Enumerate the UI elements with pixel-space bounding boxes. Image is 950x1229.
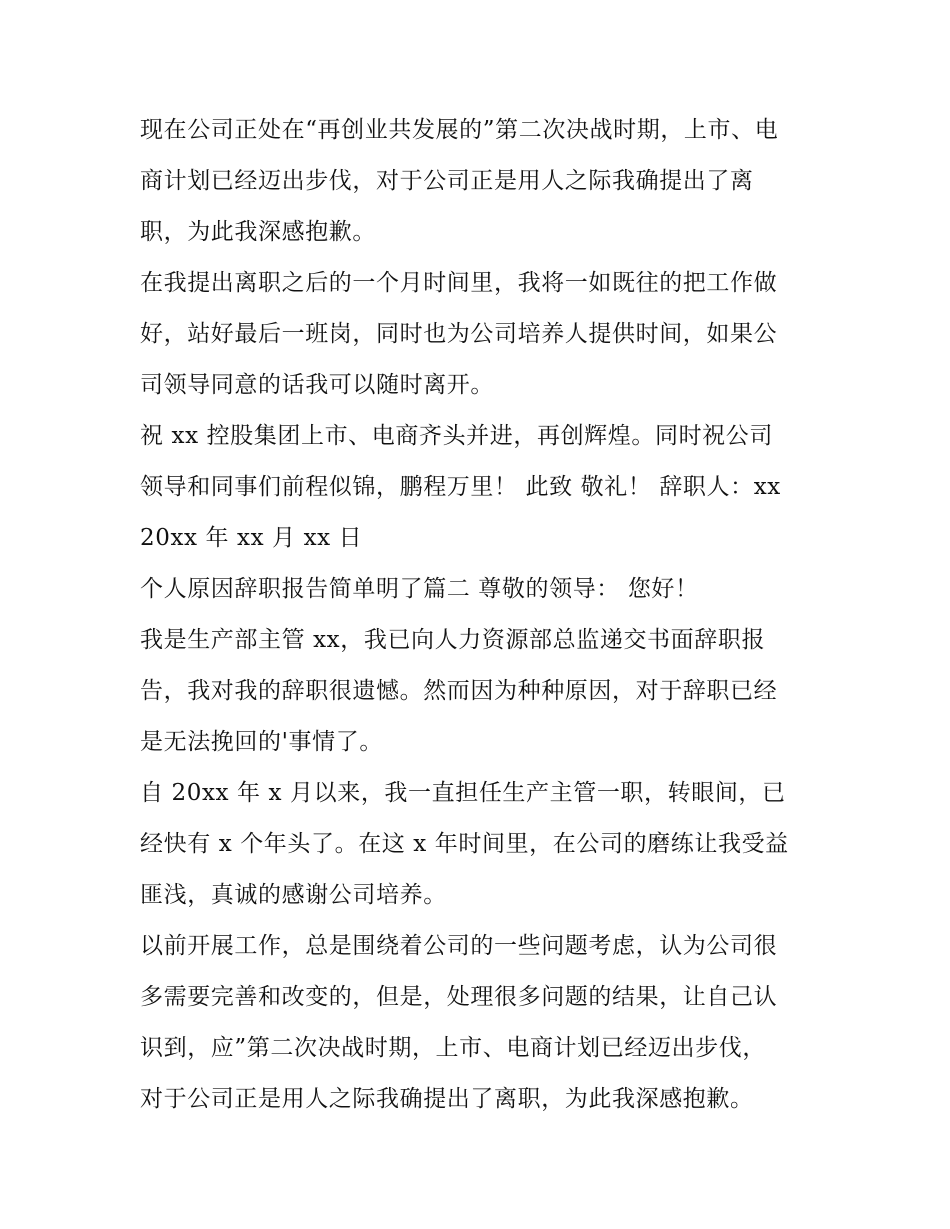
text-line: 职，为此我深感抱歉。 (140, 219, 376, 245)
text-line: 以前开展工作，总是围绕着公司的一些问题考虑，认为公司很 (140, 933, 778, 959)
text-line: 我是生产部主管 xx，我已向人力资源部总监递交书面辞职报 (140, 627, 766, 653)
document-body (140, 105, 812, 1125)
text-line: 在我提出离职之后的一个月时间里，我将一如既往的把工作做 (140, 270, 778, 296)
text-line: 好，站好最后一班岗，同时也为公司培养人提供时间，如果公 (140, 321, 778, 347)
text-line: 领导和同事们前程似锦，鹏程万里！ 此致 敬礼！ 辞职人：xx (140, 474, 781, 500)
text-line: 多需要完善和改变的，但是，处理很多问题的结果，让自己认 (140, 984, 778, 1010)
text-line: 现在公司正处在“再创业共发展的”第二次决战时期，上市、电 (140, 117, 779, 143)
text-line: 是无法挽回的'事情了。 (140, 729, 383, 755)
text-line: 识到，应”第二次决战时期，上市、电商计划已经迈出步伐， (140, 1035, 766, 1061)
text-line: 祝 xx 控股集团上市、电商齐头并进，再创辉煌。同时祝公司 (140, 423, 773, 449)
text-line: 匪浅，真诚的感谢公司培养。 (140, 882, 447, 908)
text-line: 个人原因辞职报告简单明了篇二 尊敬的领导： 您好！ (140, 576, 699, 602)
text-line: 司领导同意的话我可以随时离开。 (140, 372, 494, 398)
text-line: 对于公司正是用人之际我确提出了离职，为此我深感抱歉。 (140, 1086, 754, 1112)
text-line: 商计划已经迈出步伐，对于公司正是用人之际我确提出了离 (140, 168, 754, 194)
text-line: 20xx 年 xx 月 xx 日 (140, 525, 363, 551)
text-line: 自 20xx 年 x 月以来，我一直担任生产主管一职，转眼间，已 (140, 780, 786, 806)
text-line: 告，我对我的辞职很遗憾。然而因为种种原因，对于辞职已经 (140, 678, 778, 704)
text-line: 经快有 x 个年头了。在这 x 年时间里，在公司的磨练让我受益 (140, 831, 789, 857)
